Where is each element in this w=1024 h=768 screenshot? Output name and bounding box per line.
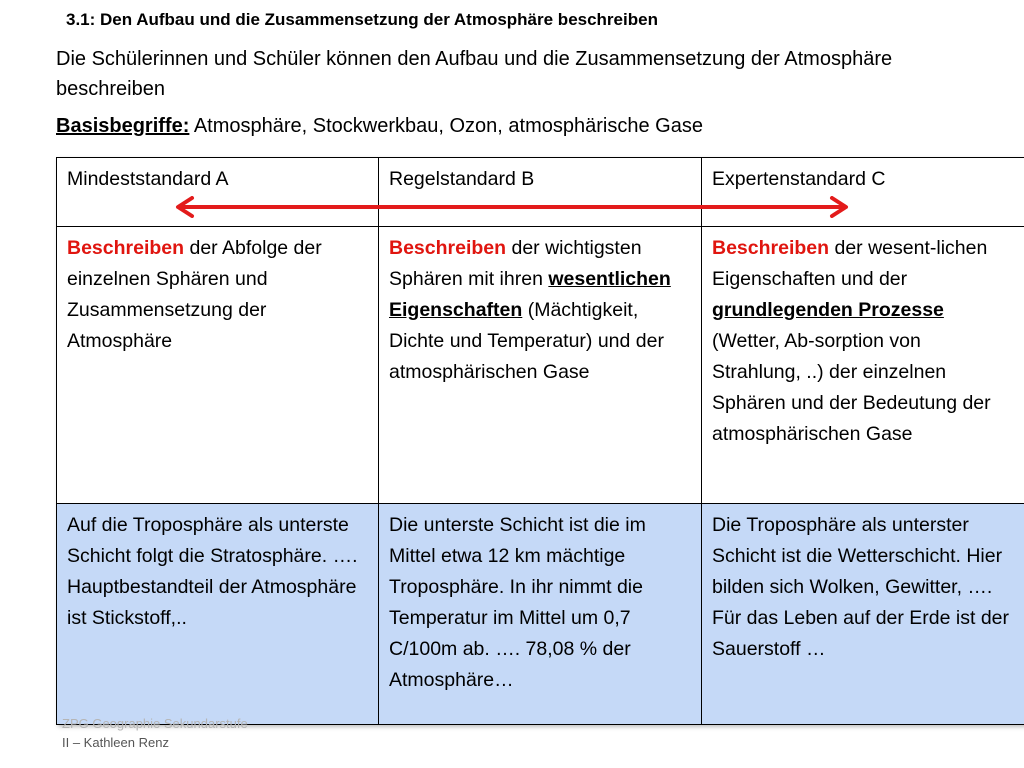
desc-text: (Wetter, Ab-sorption von Strahlung, ..) der einzelnen Sphären und der Bedeutung der atmosphärischen Gase <box>712 330 991 445</box>
desc-text: der wesent-lichen Eigenschaften und der <box>712 237 988 290</box>
basic-terms <box>56 112 703 140</box>
desc-cell-a <box>57 227 379 504</box>
footer <box>62 714 248 752</box>
desc-cell-c <box>702 227 1024 504</box>
example-cell-a: Auf die Troposphäre als unterste Schicht folgt die Stratosphäre. …. Hauptbestandteil der Atmosphäre ist Stickstoff,.. <box>57 504 379 725</box>
learning-goal: Die Schülerinnen und Schüler können den Aufbau und die Zusammensetzung der Atmosphäre beschreiben <box>56 48 893 100</box>
footer-line-2: II – Kathleen Renz <box>62 735 169 750</box>
desc-text: (Mächtigkeit, Dichte und Temperatur) und der atmosphärischen Gase <box>389 299 664 383</box>
description-row <box>57 227 1024 504</box>
keyword: Beschreiben <box>67 237 185 259</box>
example-row <box>57 504 1024 725</box>
keyword: Beschreiben <box>389 237 507 259</box>
desc-text: der Abfolge der einzelnen Sphären und Zusammensetzung der Atmosphäre <box>67 237 322 352</box>
basic-terms-text: Atmosphäre, Stockwerkbau, Ozon, atmosphärische Gase <box>189 115 703 137</box>
header-cell-c: Expertenstandard C <box>702 158 1024 227</box>
header-cell-b: Regelstandard B <box>379 158 702 227</box>
desc-cell-b <box>379 227 702 504</box>
desc-text: der wichtigsten Sphären mit ihren <box>389 237 642 290</box>
emphasis-text: wesentlichen Eigenschaften <box>389 268 671 321</box>
footer-line-1: ZPG Geographie Sekundarstufe <box>62 716 248 731</box>
header-cell-a: Mindeststandard A <box>57 158 379 227</box>
standards-table <box>56 157 1024 725</box>
emphasis-text: grundlegenden Prozesse <box>712 299 944 321</box>
example-cell-b: Die unterste Schicht ist die im Mittel etwa 12 km mächtige Troposphäre. In ihr nimmt die Temperatur im Mittel um 0,7 C/100m ab. …. 78,08 % der Atmosphäre… <box>379 504 702 725</box>
basic-terms-label: Basisbegriffe: <box>56 115 190 137</box>
keyword: Beschreiben <box>712 237 830 259</box>
double-arrow-icon <box>172 196 852 218</box>
example-cell-c: Die Troposphäre als unterster Schicht ist die Wetterschicht. Hier bilden sich Wolken, Gewitter, …. Für das Leben auf der Erde ist der Sauerstoff … <box>702 504 1024 725</box>
page-heading: 3.1: Den Aufbau und die Zusammensetzung der Atmosphäre beschreiben <box>66 10 658 29</box>
